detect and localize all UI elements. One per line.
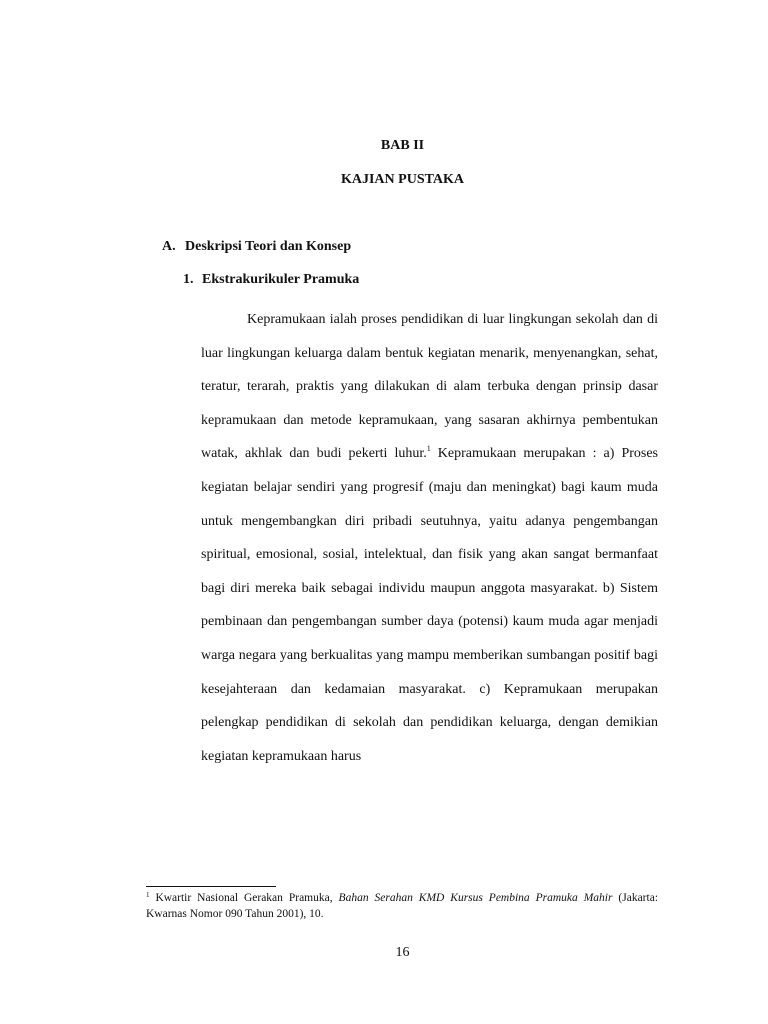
subsection-marker: 1. — [183, 272, 194, 287]
footnote — [146, 890, 658, 922]
chapter-title: KAJIAN PUSTAKA — [340, 172, 465, 187]
subsection-title: Ekstrakurikuler Pramuka — [202, 272, 360, 287]
section-heading — [162, 239, 351, 255]
body-text-part-2: Kepramukaan merupakan : a) Proses kegiatan belajar sendiri yang progresif (maju dan meningkat) bagi kaum muda untuk mengembangkan diri pribadi seutuhnya, yaitu adanya pengembangan spiritual, emosional, sosial, intelektual, dan fisik yang akan sangat bermanfaat bagi diri mereka baik sebagai individu maupun anggota masyarakat. b) Sistem pembinaan dan pengembangan sumber daya (potensi) kaum muda agar menjadi warga negara yang berkualitas yang mampu memberikan sumbangan positif bagi kesejahteraan dan kedamaian masyarakat. c) Kepramukaan merupakan pelengkap pendidikan di sekolah dan pendidikan keluarga, dengan demikian kegiatan kepramukaan harus — [201, 446, 658, 764]
footnote-title: Bahan Serahan KMD Kursus Pembina Pramuka Mahir — [338, 892, 613, 904]
section-marker: A. — [162, 239, 176, 254]
footnote-publication: (Jakarta: Kwarnas Nomor 090 Tahun 2001), 10. — [146, 892, 659, 920]
footnote-number: 1 — [146, 891, 150, 899]
footnote-separator — [146, 886, 276, 887]
footnote-author: Kwartir Nasional Gerakan Pramuka, — [149, 892, 339, 904]
page-number: 16 — [395, 945, 410, 960]
subsection-heading — [183, 272, 359, 288]
footnote-reference: 1 — [426, 444, 431, 454]
section-title: Deskripsi Teori dan Konsep — [185, 239, 352, 254]
body-text-part-1: Kepramukaan ialah proses pendidikan di luar lingkungan sekolah dan di luar lingkungan keluarga dalam bentuk kegiatan menarik, menyenangkan, sehat, teratur, terarah, praktis yang dilakukan di alam terbuka dengan prinsip dasar kepramukaan dan metode kepramukaan, yang sasaran akhirnya pembentukan watak, akhlak dan budi pekerti luhur. — [201, 312, 658, 462]
body-paragraph — [201, 303, 658, 773]
chapter-number: BAB II — [380, 138, 425, 153]
